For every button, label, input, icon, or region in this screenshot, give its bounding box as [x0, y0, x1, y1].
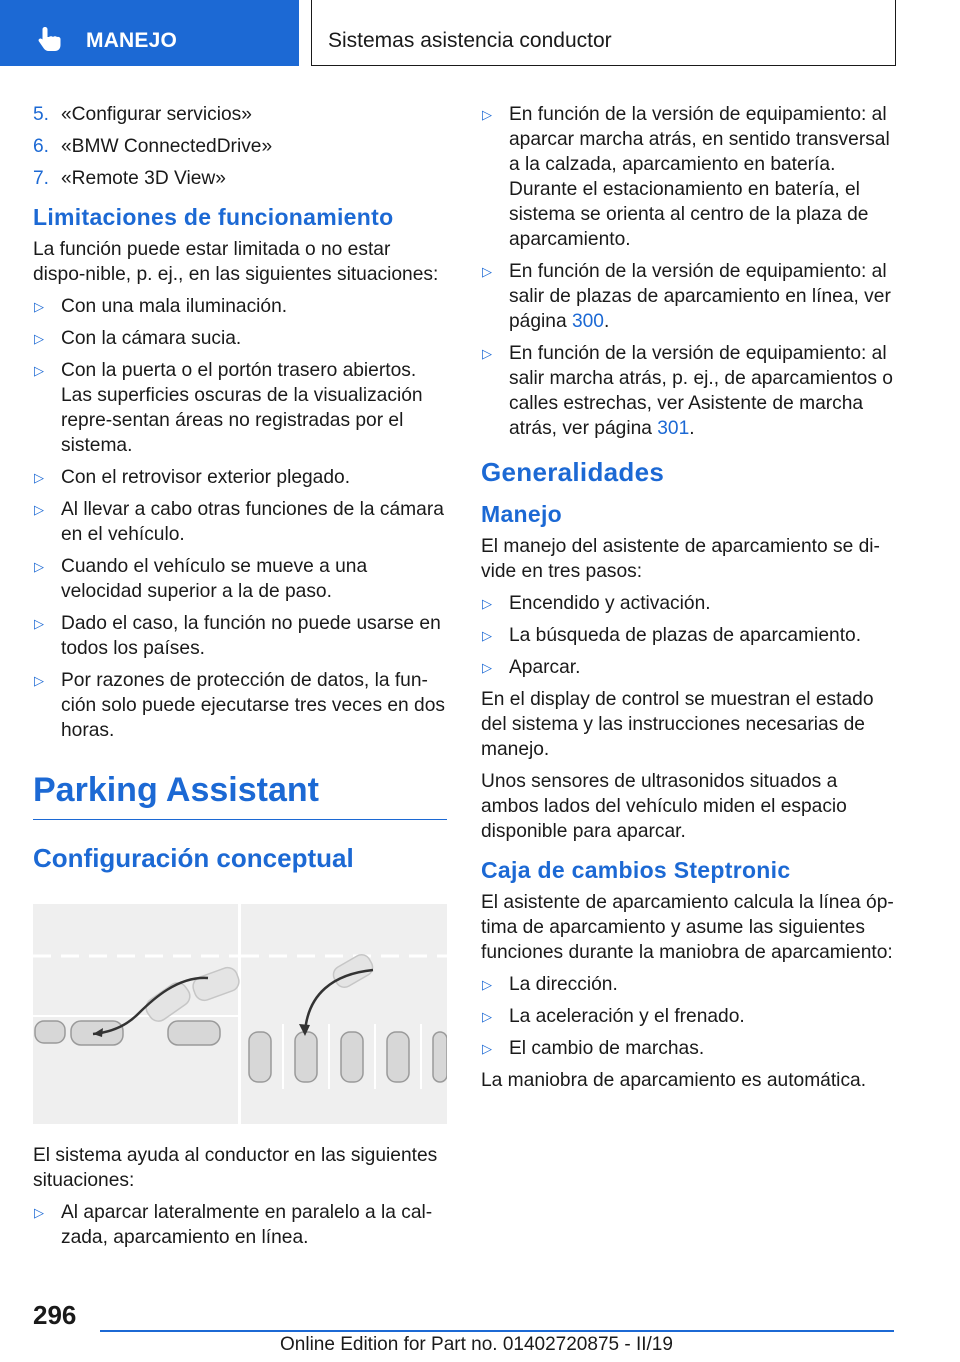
- bullet-triangle-icon: ▷: [34, 559, 44, 574]
- page-link-300[interactable]: 300: [571, 311, 604, 332]
- limits-intro: La función puede estar limitada o no estar dispo‐nible, p. ej., en las siguientes situaciones:: [33, 239, 439, 285]
- page-link-301[interactable]: 301: [657, 418, 690, 439]
- section-label: MANEJO: [86, 29, 178, 52]
- bullet-triangle-icon: ▷: [482, 264, 492, 279]
- limits-item-text: Con una mala iluminación.: [61, 296, 288, 317]
- concept-item-end: .: [603, 311, 610, 332]
- bullet-triangle-icon: ▷: [34, 673, 44, 688]
- manejo-item-text: Aparcar.: [509, 657, 581, 678]
- steptronic-end: La maniobra de aparcamiento es automática.: [481, 1070, 867, 1091]
- bullet-triangle-icon: ▷: [482, 977, 492, 992]
- step-number: 6.: [33, 136, 50, 157]
- bullet-triangle-icon: ▷: [34, 1205, 44, 1220]
- steptronic-item: [481, 1004, 897, 1029]
- footer-divider: [100, 1330, 894, 1332]
- concept-intro: El sistema ayuda al conductor en las siguientes situaciones:: [33, 1145, 438, 1191]
- steptronic-item: [481, 972, 897, 997]
- bullet-triangle-icon: ▷: [482, 1009, 492, 1024]
- steptronic-intro: El asistente de aparcamiento calcula la línea óp‐tima de aparcamiento y asume las siguientes funciones durante la maniobra de aparcamiento:: [481, 892, 894, 963]
- limits-item: [33, 554, 447, 604]
- bullet-triangle-icon: ▷: [482, 107, 492, 122]
- limits-item: [33, 294, 447, 319]
- concept-item-text: En función de la versión de equipamiento: al salir de plazas de aparcamiento en línea, ver página: [509, 261, 891, 332]
- limits-item-text: Por razones de protección de datos, la fun‐ción solo puede ejecutarse tres veces en dos horas.: [61, 670, 445, 741]
- header-title-box: [311, 0, 896, 66]
- concept-item: [481, 259, 897, 334]
- step-text: «Configurar servicios»: [61, 104, 252, 125]
- step-text: «Remote 3D View»: [61, 168, 226, 189]
- steptronic-heading: Caja de cambios Steptronic: [481, 857, 791, 883]
- bullet-triangle-icon: ▷: [34, 616, 44, 631]
- steptronic-item-text: La aceleración y el frenado.: [509, 1006, 745, 1027]
- numbered-step: [33, 166, 447, 191]
- bullet-triangle-icon: ▷: [34, 331, 44, 346]
- bullet-triangle-icon: ▷: [34, 363, 44, 378]
- parking-illustration: [33, 904, 447, 1124]
- concept-item-text: Al aparcar lateralmente en paralelo a la cal‐zada, aparcamiento en línea.: [61, 1202, 433, 1248]
- left-column: [33, 102, 447, 1257]
- limits-item-text: Dado el caso, la función no puede usarse en todos los países.: [61, 613, 441, 659]
- manejo-item: [481, 591, 897, 616]
- limits-item: [33, 497, 447, 547]
- right-column: [481, 102, 897, 1100]
- limits-item: [33, 358, 447, 458]
- concept-item-text: En función de la versión de equipamiento: al salir marcha atrás, p. ej., de aparcamientos o calles estrechas, ver Asistente de marcha atrás, ver página: [509, 343, 893, 439]
- concept-heading: Configuración conceptual: [33, 843, 354, 873]
- concept-item-end: .: [689, 418, 695, 439]
- manejo-item-text: La búsqueda de plazas de aparcamiento.: [509, 625, 862, 646]
- limits-item-text: Con el retrovisor exterior plegado.: [61, 467, 351, 488]
- bullet-triangle-icon: ▷: [34, 502, 44, 517]
- bullet-triangle-icon: ▷: [482, 346, 492, 361]
- bullet-triangle-icon: ▷: [482, 1041, 492, 1056]
- hand-pointer-icon: [36, 26, 66, 52]
- limits-item: [33, 611, 447, 661]
- limits-item: [33, 465, 447, 490]
- bullet-triangle-icon: ▷: [34, 299, 44, 314]
- limits-item: [33, 326, 447, 351]
- bullet-triangle-icon: ▷: [482, 628, 492, 643]
- limits-item-text: Cuando el vehículo se mueve a una velocidad superior a la de paso.: [61, 556, 368, 602]
- manejo-paragraph: En el display de control se muestran el estado del sistema y las instrucciones necesarias de manejo.: [481, 689, 874, 760]
- steptronic-item-text: La dirección.: [509, 974, 618, 995]
- header-section-tab: [0, 0, 299, 66]
- step-number: 5.: [33, 104, 50, 125]
- limits-item-text: Con la cámara sucia.: [61, 328, 242, 349]
- limits-item-text: Al llevar a cabo otras funciones de la cámara en el vehículo.: [61, 499, 444, 545]
- bullet-triangle-icon: ▷: [482, 596, 492, 611]
- bullet-triangle-icon: ▷: [482, 660, 492, 675]
- page-title: Sistemas asistencia conductor: [328, 29, 612, 52]
- chapter-title: Parking Assistant: [33, 769, 447, 820]
- numbered-step: [33, 134, 447, 159]
- manejo-intro: El manejo del asistente de aparcamiento se di‐vide en tres pasos:: [481, 536, 880, 582]
- general-heading: Generalidades: [481, 457, 665, 487]
- concept-item: [481, 102, 897, 252]
- limits-heading: Limitaciones de funcionamiento: [33, 204, 394, 230]
- concept-item-text: En función de la versión de equipamiento: al aparcar marcha atrás, en sentido transversal a la calzada, aparcamiento en batería. Durante el estacionamiento en batería, el sistema se orienta al centro de la plaza de aparcamiento.: [509, 104, 890, 250]
- bullet-triangle-icon: ▷: [34, 470, 44, 485]
- manejo-item-text: Encendido y activación.: [509, 593, 711, 614]
- concept-item: [33, 1200, 447, 1250]
- manejo-item: [481, 655, 897, 680]
- manejo-heading: Manejo: [481, 501, 563, 527]
- step-number: 7.: [33, 168, 50, 189]
- page-number: 296: [33, 1300, 77, 1330]
- steptronic-item-text: El cambio de marchas.: [509, 1038, 705, 1059]
- edition-footer: Online Edition for Part no. 01402720875 - II/19: [280, 1334, 673, 1355]
- step-text: «BMW ConnectedDrive»: [61, 136, 273, 157]
- concept-item: [481, 341, 897, 441]
- numbered-step: [33, 102, 447, 127]
- manejo-paragraph: Unos sensores de ultrasonidos situados a ambos lados del vehículo miden el espacio disponible para aparcar.: [481, 771, 847, 842]
- manejo-item: [481, 623, 897, 648]
- steptronic-item: [481, 1036, 897, 1061]
- limits-item: [33, 668, 447, 743]
- limits-item-text: Con la puerta o el portón trasero abiertos. Las superficies oscuras de la visualización repre‐sentan áreas no registradas por el sistema.: [61, 360, 423, 456]
